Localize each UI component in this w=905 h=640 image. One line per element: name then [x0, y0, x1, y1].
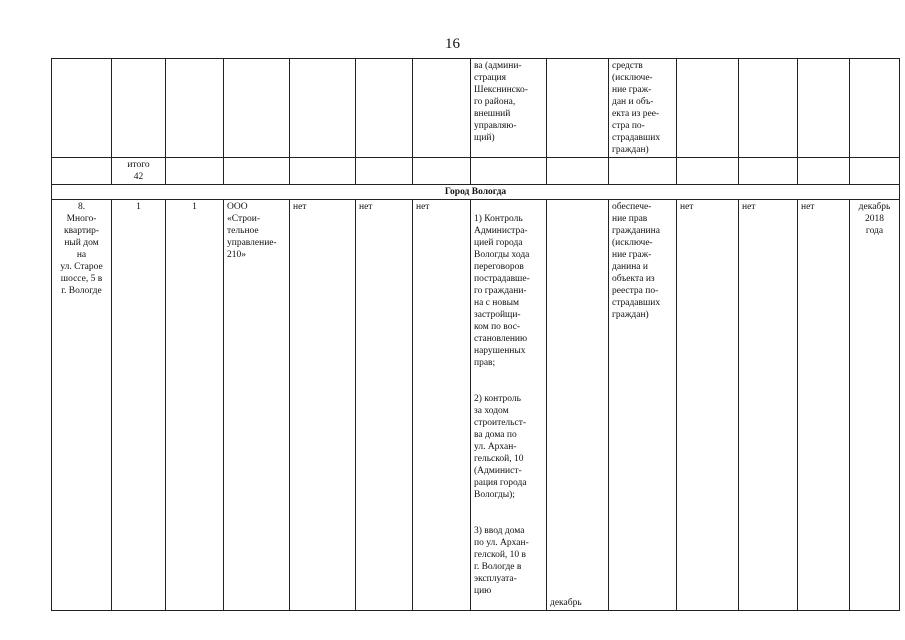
row-col6: нет: [290, 200, 356, 611]
row-deadline-cell: [547, 200, 609, 611]
row-col4: 1: [166, 200, 224, 611]
continuation-responsible-cell: ва (админи- страция Шекснинско- го района, внешний управляю- щий): [471, 59, 547, 158]
row-deadline: декабрь: [550, 598, 582, 608]
measures-table: [51, 58, 900, 611]
row-object-cell: [52, 200, 112, 611]
total-row: [52, 158, 900, 185]
total-label: итого 42: [112, 158, 166, 185]
continuation-result-cell: средств (исключе- ние граж- дан и объ- екта из рее- стра по- страдавших граждан): [609, 59, 677, 158]
row-col12: нет: [677, 200, 739, 611]
row-col14: нет: [798, 200, 850, 611]
measure-item: 1) Контроль Администра- цией города Вологды хода переговоров пострадавше- го граждани- на с новым застройщи- ком по вос- становлению нарушенных прав;: [474, 214, 530, 368]
row-object: Много- квартир- ный дом на ул. Старое шоссе, 5 в г. Вологде: [60, 214, 103, 296]
row-number: 8.: [77, 202, 86, 212]
row-col7: нет: [356, 200, 413, 611]
row-col8: нет: [413, 200, 471, 611]
row-company: ООО «Строи- тельное управление- 210»: [224, 200, 290, 611]
row-measures: [471, 200, 547, 611]
section-header: Город Вологда: [52, 185, 900, 200]
row-final-date: декабрь 2018 года: [850, 200, 900, 611]
row-result: обеспече- ние прав гражданина (исключе- ние граж- данина и объекта из реестра по- страдавших граждан): [609, 200, 677, 611]
measure-item: 2) контроль за ходом строительст- ва дома по ул. Архан- гельской, 10 (Админист- рация города Вологды);: [474, 394, 527, 500]
row-col13: нет: [739, 200, 798, 611]
measure-item: 3) ввод дома по ул. Архан- гелской, 10 в г. Вологде в эксплуата- цию: [474, 526, 529, 596]
continuation-row: [52, 59, 900, 158]
row-col3: 1: [112, 200, 166, 611]
table-row: [52, 200, 900, 611]
page-number: 16: [445, 36, 460, 52]
section-header-row: [52, 185, 900, 200]
